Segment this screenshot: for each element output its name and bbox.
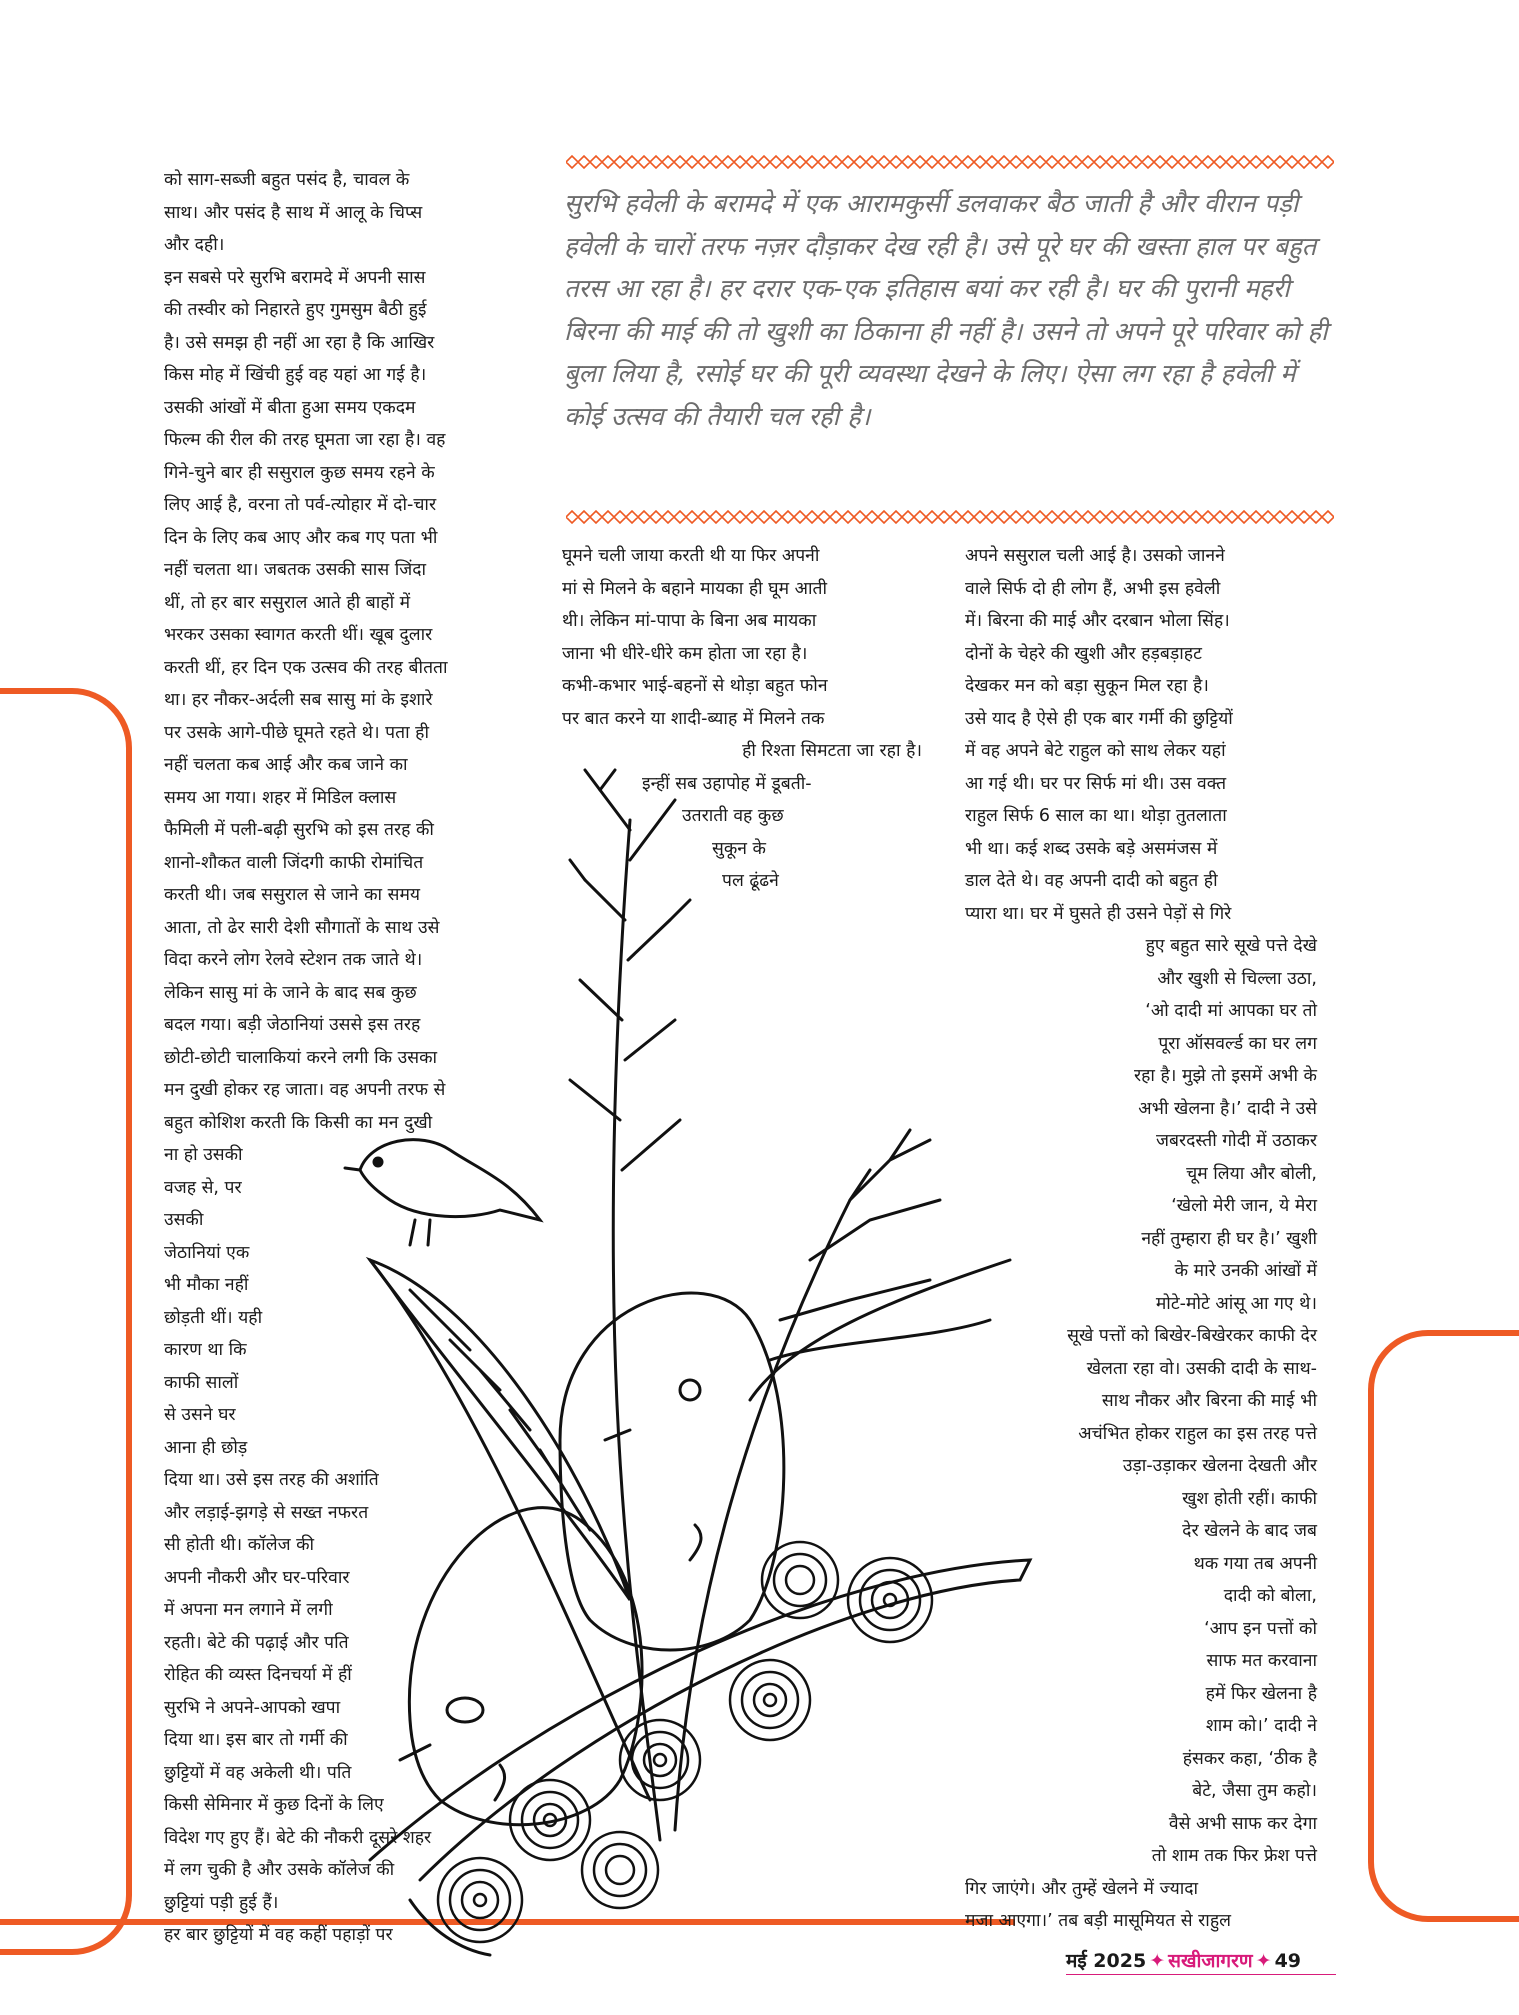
text-line: आता, तो ढेर सारी देशी सौगातों के साथ उसे	[164, 917, 440, 938]
text-line: देर खेलने के बाद जब	[1182, 1521, 1317, 1541]
text-column-1	[164, 164, 506, 1952]
text-line: वजह से, पर	[164, 1177, 242, 1198]
text-line: गिने-चुने बार ही ससुराल कुछ समय रहने के	[164, 462, 435, 483]
text-line: दिन के लिए कब आए और कब गए पता भी	[164, 527, 438, 548]
text-line: अपने ससुराल चली आई है। उसको जानने	[965, 546, 1225, 566]
text-line: करती थी। जब ससुराल से जाने का समय	[164, 885, 421, 905]
zigzag-rule-top	[566, 155, 1334, 169]
text-line: प्यारा था। घर में घुसते ही उसने पेड़ों से गिरे	[965, 903, 1232, 924]
text-line: छोड़ती थीं। यही	[164, 1307, 263, 1328]
text-line: सूखे पत्तों को बिखेर-बिखेरकर काफी देर	[1067, 1326, 1317, 1346]
text-line: रहा है। मुझे तो इसमें अभी के	[1133, 1066, 1317, 1086]
text-line: विदेश गए हुए हैं। बेटे की नौकरी दूसरे शहर	[164, 1827, 432, 1848]
text-line: नहीं तुम्हारा ही घर है।’ खुशी	[1141, 1228, 1317, 1249]
text-line: ‘आप इन पत्तों को	[1204, 1618, 1317, 1639]
text-line: तो शाम तक फिर फ्रेश पत्ते	[1151, 1846, 1317, 1866]
text-line: मन दुखी होकर रह जाता। वह अपनी तरफ से	[164, 1080, 446, 1100]
text-line: पर बात करने या शादी-ब्याह में मिलने तक	[562, 708, 825, 729]
text-line: उड़ा-उड़ाकर खेलना देखती और	[1122, 1456, 1317, 1476]
text-line: को साग-सब्जी बहुत पसंद है, चावल के	[164, 170, 410, 190]
text-line: मां से मिलने के बहाने मायका ही घूम आती	[562, 578, 828, 599]
text-line: कारण था कि	[164, 1340, 247, 1360]
text-line: था। हर नौकर-अर्दली सब सासु मां के इशारे	[164, 690, 433, 710]
text-line: थी। लेकिन मां-पापा के बिना अब मायका	[562, 611, 817, 631]
text-line: थक गया तब अपनी	[1193, 1553, 1317, 1574]
text-line: ना हो उसकी	[164, 1145, 243, 1165]
text-line: जाना भी धीरे-धीरे कम होता जा रहा है।	[562, 643, 808, 664]
text-line: हुए बहुत सारे सूखे पत्ते देखे	[1145, 936, 1317, 956]
decorative-frame-left	[0, 688, 132, 1955]
star-icon: ✦	[1255, 1950, 1272, 1972]
footer-brand: सखीजागरण	[1168, 1950, 1253, 1972]
footer-date: मई 2025	[1066, 1950, 1147, 1972]
text-line: मजा आएगा।’ तब बड़ी मासूमियत से राहुल	[965, 1911, 1231, 1931]
text-line: विदा करने लोग रेलवे स्टेशन तक जाते थे।	[164, 950, 423, 970]
text-line: हंसकर कहा, ‘ठीक है	[1182, 1748, 1317, 1769]
text-line: दोनों के चेहरे की खुशी और हड़बड़ाहट	[965, 643, 1202, 664]
text-line: बहुत कोशिश करती कि किसी का मन दुखी	[164, 1112, 433, 1133]
text-line: उसकी	[164, 1210, 204, 1230]
text-line: में वह अपने बेटे राहुल को साथ लेकर यहां	[965, 741, 1226, 761]
text-line: और खुशी से चिल्ला उठा,	[1157, 968, 1317, 989]
decorative-frame-right	[1368, 1330, 1519, 1922]
text-line: पूरा ऑसवर्ल्ड का घर लग	[1158, 1033, 1317, 1054]
text-line: बदल गया। बड़ी जेठानियां उससे इस तरह	[164, 1015, 421, 1035]
text-line: खुश होती रहीं। काफी	[1182, 1488, 1317, 1509]
star-icon: ✦	[1149, 1950, 1166, 1972]
text-line: पर उसके आगे-पीछे घूमते रहते थे। पता ही	[164, 722, 429, 743]
text-line: समय आ गया। शहर में मिडिल क्लास	[164, 787, 397, 808]
text-line: लिए आई है, वरना तो पर्व-त्योहार में दो-चार	[164, 495, 437, 515]
text-line: सुकून के	[712, 838, 766, 859]
text-line: शानो-शौकत वाली जिंदगी काफी रोमांचित	[164, 852, 424, 873]
text-line: फैमिली में पली-बढ़ी सुरभि को इस तरह की	[164, 820, 434, 840]
text-column-3	[965, 540, 1317, 1938]
text-line: मोटे-मोटे आंसू आ गए थे।	[1155, 1293, 1317, 1314]
text-line: ‘खेलो मेरी जान, ये मेरा	[1171, 1196, 1317, 1216]
text-line: साथ। और पसंद है साथ में आलू के चिप्स	[164, 202, 423, 223]
text-line: है। उसे समझ ही नहीं आ रहा है कि आखिर	[164, 332, 435, 353]
text-line: नहीं चलता था। जबतक उसकी सास जिंदा	[164, 560, 427, 580]
text-line: अभी खेलना है।’ दादी ने उसे	[1138, 1098, 1317, 1119]
text-line: चूम लिया और बोली,	[1186, 1163, 1317, 1184]
text-column-2	[562, 540, 922, 898]
text-line: काफी सालों	[164, 1372, 239, 1393]
text-line: जेठानियां एक	[164, 1242, 250, 1263]
text-line: से उसने घर	[164, 1405, 236, 1425]
text-line: में अपना मन लगाने में लगी	[164, 1600, 333, 1620]
text-line: वैसे अभी साफ कर देगा	[1168, 1813, 1317, 1834]
text-line: भी मौका नहीं	[164, 1275, 249, 1295]
text-line: सुरभि ने अपने-आपको खपा	[164, 1697, 341, 1718]
text-line: अचंभित होकर राहुल का इस तरह पत्ते	[1078, 1423, 1317, 1444]
text-line: किस मोह में खिंची हुई वह यहां आ गई है।	[164, 365, 427, 385]
text-line: घूमने चली जाया करती थी या फिर अपनी	[562, 546, 820, 566]
text-line: राहुल सिर्फ 6 साल का था। थोड़ा तुतलाता	[965, 806, 1227, 826]
text-line: उसे याद है ऐसे ही एक बार गर्मी की छुट्टियों	[965, 708, 1233, 729]
text-line: इन सबसे परे सुरभि बरामदे में अपनी सास	[164, 267, 426, 288]
text-line: दिया था। इस बार तो गर्मी की	[164, 1730, 348, 1750]
text-line: फिल्म की रील की तरह घूमता जा रहा है। वह	[164, 430, 446, 450]
page-number: 49	[1274, 1950, 1302, 1972]
text-line: रहती। बेटे की पढ़ाई और पति	[164, 1632, 349, 1653]
text-line: इन्हीं सब उहापोह में डूबती-	[642, 773, 812, 794]
text-line: नहीं चलता कब आई और कब जाने का	[164, 755, 408, 775]
text-line: लेकिन सासु मां के जाने के बाद सब कुछ	[164, 982, 417, 1003]
text-line: दिया था। उसे इस तरह की अशांति	[164, 1470, 379, 1490]
text-line: किसी सेमिनार में कुछ दिनों के लिए	[164, 1795, 384, 1815]
text-line: डाल देते थे। वह अपनी दादी को बहुत ही	[965, 871, 1218, 891]
text-line: कभी-कभार भाई-बहनों से थोड़ा बहुत फोन	[562, 676, 828, 696]
text-line: उसकी आंखों में बीता हुआ समय एकदम	[164, 397, 416, 418]
text-line: रोहित की व्यस्त दिनचर्या में हीं	[164, 1665, 352, 1685]
text-line: शाम को।’ दादी ने	[1205, 1716, 1317, 1736]
text-line: दादी को बोला,	[1223, 1586, 1317, 1606]
text-line: देखकर मन को बड़ा सुकून मिल रहा है।	[965, 676, 1209, 696]
text-line: भरकर उसका स्वागत करती थीं। खूब दुलार	[164, 625, 433, 645]
text-line: वाले सिर्फ दो ही लोग हैं, अभी इस हवेली	[965, 578, 1221, 599]
text-line: खेलता रहा वो। उसकी दादी के साथ-	[1086, 1358, 1317, 1379]
text-line: छोटी-छोटी चालाकियां करने लगी कि उसका	[164, 1047, 438, 1068]
text-line: हर बार छुट्टियों में वह कहीं पहाड़ों पर	[164, 1925, 393, 1945]
text-line: उतराती वह कुछ	[682, 806, 784, 826]
text-line: में लग चुकी है और उसके कॉलेज की	[164, 1860, 395, 1880]
pull-quote: सुरभि हवेली के बरामदे में एक आरामकुर्सी डलवाकर बैठ जाती है और वीरान पड़ी हवेली के चारों तरफ नज़र दौड़ाकर देख रही है। उसे पूरे घर की खस्ता हाल पर बहुत तरस आ रहा है। हर दरार एक-एक इतिहास बयां कर रही है। घर की पुरानी महरी बिरना की माई की तो खुशी का ठिकाना ही नहीं है। उसने तो अपने पूरे परिवार को ही बुला लिया है, रसोई घर की पूरी व्यवस्था देखने के लिए। ऐसा लग रहा है हवेली में कोई उत्सव की तैयारी चल रही है।	[564, 189, 1328, 432]
text-line: जबरदस्ती गोदी में उठाकर	[1156, 1131, 1317, 1151]
text-line: ‘ओ दादी मां आपका घर तो	[1145, 1001, 1317, 1021]
text-line: ही रिश्ता सिमटता जा रहा है।	[742, 741, 922, 761]
text-line: छुट्टियों में वह अकेली थी। पति	[164, 1762, 352, 1783]
text-line: और लड़ाई-झगड़े से सख्त नफरत	[164, 1502, 369, 1523]
text-line: आ गई थी। घर पर सिर्फ मां थी। उस वक्त	[965, 773, 1227, 794]
text-line: साफ मत करवाना	[1206, 1651, 1317, 1671]
text-line: हमें फिर खेलना है	[1205, 1683, 1317, 1704]
text-line: बेटे, जैसा तुम कहो।	[1192, 1781, 1317, 1801]
text-line: थीं, तो हर बार ससुराल आते ही बाहों में	[164, 592, 411, 613]
text-line: अपनी नौकरी और घर-परिवार	[164, 1567, 350, 1588]
text-line: भी था। कई शब्द उसके बड़े असमंजस में	[965, 838, 1218, 859]
zigzag-rule-bottom	[566, 510, 1334, 524]
text-line: और दही।	[164, 235, 225, 255]
text-line: पल ढूंढने	[722, 871, 779, 891]
text-line: सी होती थी। कॉलेज की	[164, 1535, 315, 1555]
text-line: साथ नौकर और बिरना की माई भी	[1101, 1391, 1317, 1411]
text-line: के मारे उनकी आंखों में	[1174, 1261, 1317, 1281]
text-line: में। बिरना की माई और दरबान भोला सिंह।	[965, 611, 1230, 631]
text-line: छुट्टियां पड़ी हुई हैं।	[164, 1892, 279, 1913]
text-line: की तस्वीर को निहारते हुए गुमसुम बैठी हुई	[164, 300, 427, 320]
text-line: गिर जाएंगे। और तुम्हें खेलने में ज्यादा	[965, 1878, 1199, 1899]
text-line: करती थीं, हर दिन एक उत्सव की तरह बीतता	[164, 657, 448, 678]
text-line: आना ही छोड़	[164, 1437, 248, 1458]
page-footer	[1066, 1947, 1301, 1973]
footer-rule	[1066, 1974, 1336, 1975]
